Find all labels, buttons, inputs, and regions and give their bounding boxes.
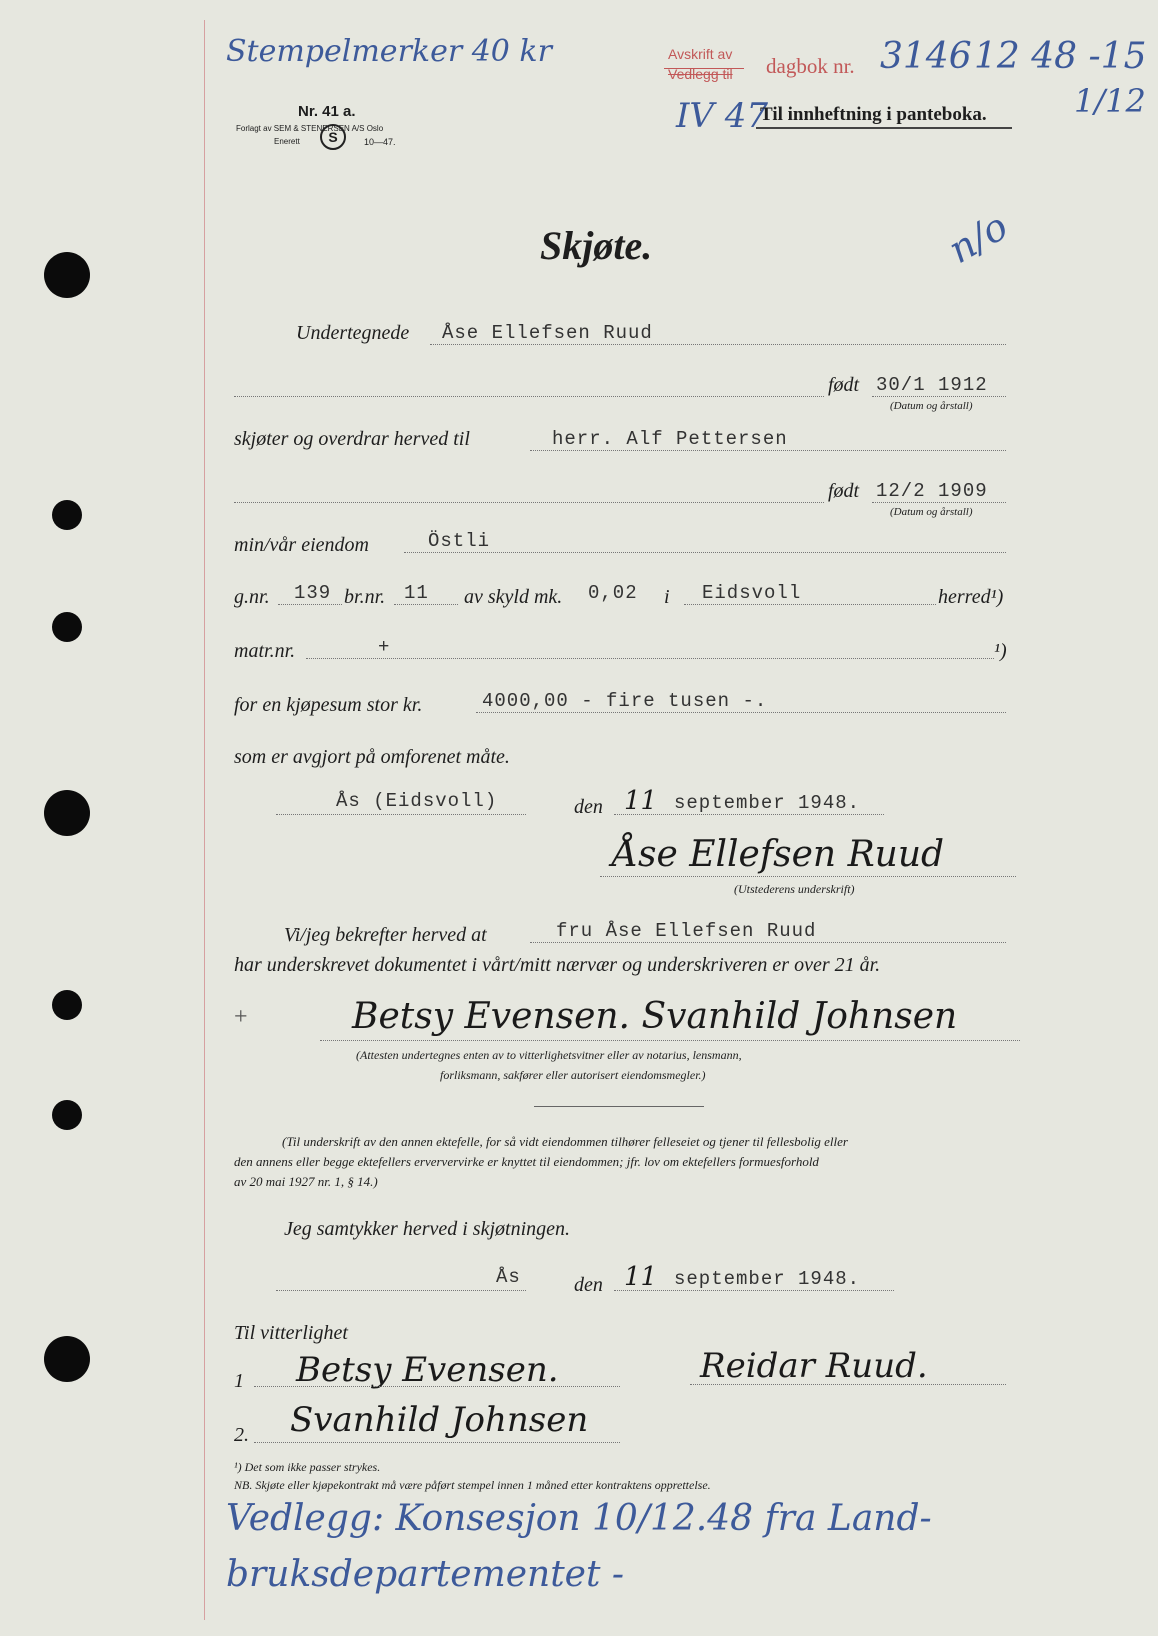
witness-2-signature: Svanhild Johnsen [290,1400,589,1440]
leader-dots [320,1040,1020,1041]
leader-dots [614,1290,894,1291]
publisher-line: Forlagt av SEM & STENERSEN A/S Oslo [236,124,384,133]
i-label: i [664,586,670,608]
attest-caption-1: (Attesten undertegnes enten av to vitterlighetsvitner eller av notarius, lensmann, [356,1048,742,1062]
property-label: min/vår eiendom [234,534,369,556]
witness-1-signature: Betsy Evensen. [296,1350,559,1390]
leader-dots [278,604,342,605]
buyer-name: herr. Alf Pettersen [552,428,788,450]
leader-dots [600,876,1016,877]
leader-dots [530,450,1006,451]
attachment-note-1: Vedlegg: Konsesjon 10/12.48 fra Land- [226,1498,932,1539]
leader-dots [684,604,936,605]
price-label: for en kjøpesum stor kr. [234,694,423,716]
witness-2-number: 2. [234,1424,249,1446]
buyer-birth-hint: (Datum og årstall) [890,506,973,518]
punch-hole [44,790,90,836]
dagbok-number: 3146 [880,36,972,77]
plus-mark: + [234,1004,248,1030]
register-handwriting: IV 47 [676,96,769,136]
footnote-1: ¹) Det som ikke passer strykes. [234,1460,381,1474]
consent-day: 11 [624,1262,658,1292]
publisher-enerett: Enerett [274,137,300,146]
filing-note: Til innheftning i panteboka. [760,104,987,125]
signing-month-year: september 1948. [674,792,861,814]
attest-person: fru Åse Ellefsen Ruud [556,920,817,942]
skyld-value: 0,02 [588,582,638,604]
title-margin-mark: n/o [941,203,1016,273]
leader-dots [690,1384,1006,1385]
attest-label: Vi/jeg bekrefter herved at [284,924,487,946]
settled-text: som er avgjort på omforenet måte. [234,746,510,768]
footnote-nb: NB. Skjøte eller kjøpekontrakt må være påført stempel innen 1 måned etter kontraktens opprettelse. [234,1478,711,1492]
filing-note-underline [756,127,1012,129]
leader-dots [234,502,824,503]
leader-dots [614,814,884,815]
form-number: Nr. 41 a. [298,103,356,120]
brnr-value: 11 [404,582,429,604]
avskrift-stamp-line2: Vedlegg til [668,66,733,82]
consent-month-year: september 1948. [674,1268,861,1290]
punch-hole [52,612,82,642]
signing-place: Ås (Eidsvoll) [336,790,498,812]
consent-den-label: den [574,1274,603,1296]
spouse-signature: Reidar Ruud. [700,1346,928,1386]
leader-dots [254,1386,620,1387]
spouse-note-1: (Til underskrift av den annen ektefelle, for så vidt eiendommen tilhører felleseiet og tjener til fellesbolig eller [282,1134,848,1149]
consent-text: Jeg samtykker herved i skjøtningen. [284,1218,571,1240]
matrnr-end: ¹) [994,640,1007,662]
buyer-birthdate: 12/2 1909 [876,480,988,502]
leader-dots [234,396,824,397]
margin-rule [204,20,205,1620]
spouse-note-2: den annens eller begge ektefellers erververvirke er knyttet til eiendommen; jfr. lov om ektefellers formuesforhold [234,1154,819,1169]
leader-dots [530,942,1006,943]
punch-hole [44,252,90,298]
witness-1-number: 1 [234,1370,244,1392]
price-value: 4000,00 - fire tusen -. [482,690,768,712]
seller-name: Åse Ellefsen Ruud [442,322,653,344]
avskrift-stamp-line1: Avskrift av [668,46,733,62]
leader-dots [872,396,1006,397]
issuer-caption: (Utstederens underskrift) [734,882,855,896]
leader-dots [306,658,994,659]
herred-label: herred¹) [938,586,1004,608]
spouse-note-3: av 20 mai 1927 nr. 1, § 14.) [234,1174,378,1189]
leader-dots [404,552,1006,553]
skyld-label: av skyld mk. [464,586,563,608]
form-edition: 10—47. [364,137,396,147]
consent-place: Ås [496,1266,521,1288]
undertegnede-label: Undertegnede [296,322,410,344]
document-title: Skjøte. [540,223,653,268]
buyer-born-label: født [828,480,860,502]
leader-dots [276,814,526,815]
leader-dots [394,604,458,605]
herred-value: Eidsvoll [702,582,802,604]
divider [534,1106,704,1107]
witness-signatures: Betsy Evensen. Svanhild Johnsen [352,996,958,1037]
punch-hole [52,500,82,530]
den-label: den [574,796,603,818]
punch-hole [52,1100,82,1130]
leader-dots [872,502,1006,503]
punch-hole [52,990,82,1020]
property-name: Östli [428,530,491,552]
seller-born-label: født [828,374,860,396]
leader-dots [430,344,1006,345]
dagbok-label: dagbok nr. [766,54,855,78]
publisher-logo: S [320,124,346,150]
seller-birth-hint: (Datum og årstall) [890,400,973,412]
signing-day: 11 [624,786,658,816]
leader-dots [254,1442,620,1443]
attachment-note-2: bruksdepartementet - [226,1554,625,1595]
dagbok-extra: 1/12 [1074,82,1146,120]
seller-signature: Åse Ellefsen Ruud [612,834,945,875]
witness-label: Til vitterlighet [234,1322,348,1344]
transfer-label: skjøter og overdrar herved til [234,428,470,450]
attest-statement: har underskrevet dokumentet i vårt/mitt nærvær og underskriveren er over 21 år. [234,954,881,976]
seller-birthdate: 30/1 1912 [876,374,988,396]
matrnr-value: + [378,636,391,658]
matrnr-label: matr.nr. [234,640,296,662]
gnr-label: g.nr. [234,586,270,608]
stamp-duty-handwriting: Stempelmerker 40 kr [226,34,552,69]
punch-hole [44,1336,90,1382]
dagbok-year: 12 48 -15 [974,36,1147,77]
leader-dots [276,1290,526,1291]
gnr-value: 139 [294,582,332,604]
leader-dots [476,712,1006,713]
attest-caption-2: forliksmann, sakfører eller autorisert eiendomsmegler.) [440,1068,706,1082]
brnr-label: br.nr. [344,586,386,608]
